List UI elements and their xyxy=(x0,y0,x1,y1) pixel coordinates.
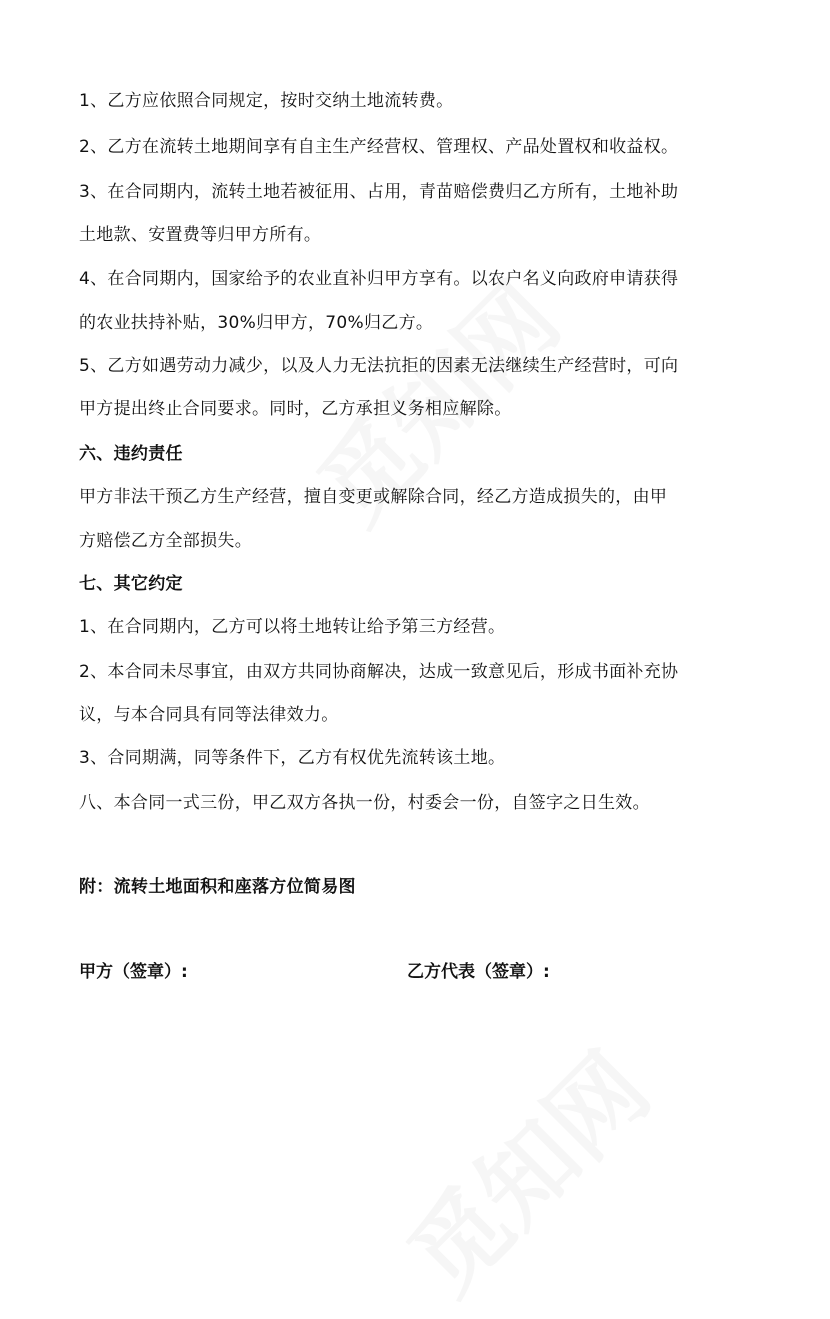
clause-line: 2、乙方在流转土地期间享有自主生产经营权、管理权、产品处置权和收益权。 xyxy=(79,137,679,157)
clause-line: 土地款、安置费等归甲方所有。 xyxy=(79,225,322,245)
clause-line: 4、在合同期内，国家给予的农业直补归甲方享有。以农户名义向政府申请获得 xyxy=(79,269,679,289)
clause-line: 5、乙方如遇劳动力减少，以及人力无法抗拒的因素无法继续生产经营时，可向 xyxy=(79,356,679,376)
clause-line: 1、在合同期内，乙方可以将土地转让给予第三方经营。 xyxy=(79,617,506,637)
clause-line: 的农业扶持补贴，30%归甲方，70%归乙方。 xyxy=(79,313,434,333)
clause-line: 3、在合同期内，流转土地若被征用、占用，青苗赔偿费归乙方所有，土地补助 xyxy=(79,182,679,202)
clause-line: 甲方提出终止合同要求。同时，乙方承担义务相应解除。 xyxy=(79,399,512,419)
clause-line: 1、乙方应依照合同规定，按时交纳土地流转费。 xyxy=(79,91,454,111)
clause-line: 2、本合同未尽事宜，由双方共同协商解决，达成一致意见后，形成书面补充协 xyxy=(79,662,679,682)
watermark-bottom xyxy=(374,1018,675,1319)
clause-line: 议，与本合同具有同等法律效力。 xyxy=(79,705,339,725)
section-heading: 七、其它约定 xyxy=(79,574,183,594)
section-heading: 六、违约责任 xyxy=(79,444,183,464)
clause-line: 3、合同期满，同等条件下，乙方有权优先流转该土地。 xyxy=(79,748,506,768)
appendix-title: 附：流转土地面积和座落方位简易图 xyxy=(79,877,356,897)
paragraph-line: 甲方非法干预乙方生产经营，擅自变更或解除合同，经乙方造成损失的，由甲 xyxy=(79,487,668,507)
section-heading: 八、本合同一式三份，甲乙双方各执一份，村委会一份，自签字之日生效。 xyxy=(79,793,650,813)
paragraph-line: 方赔偿乙方全部损失。 xyxy=(79,531,252,551)
signature-party-a: 甲方（签章）: xyxy=(79,962,188,982)
signature-party-b: 乙方代表（签章）: xyxy=(407,962,550,982)
